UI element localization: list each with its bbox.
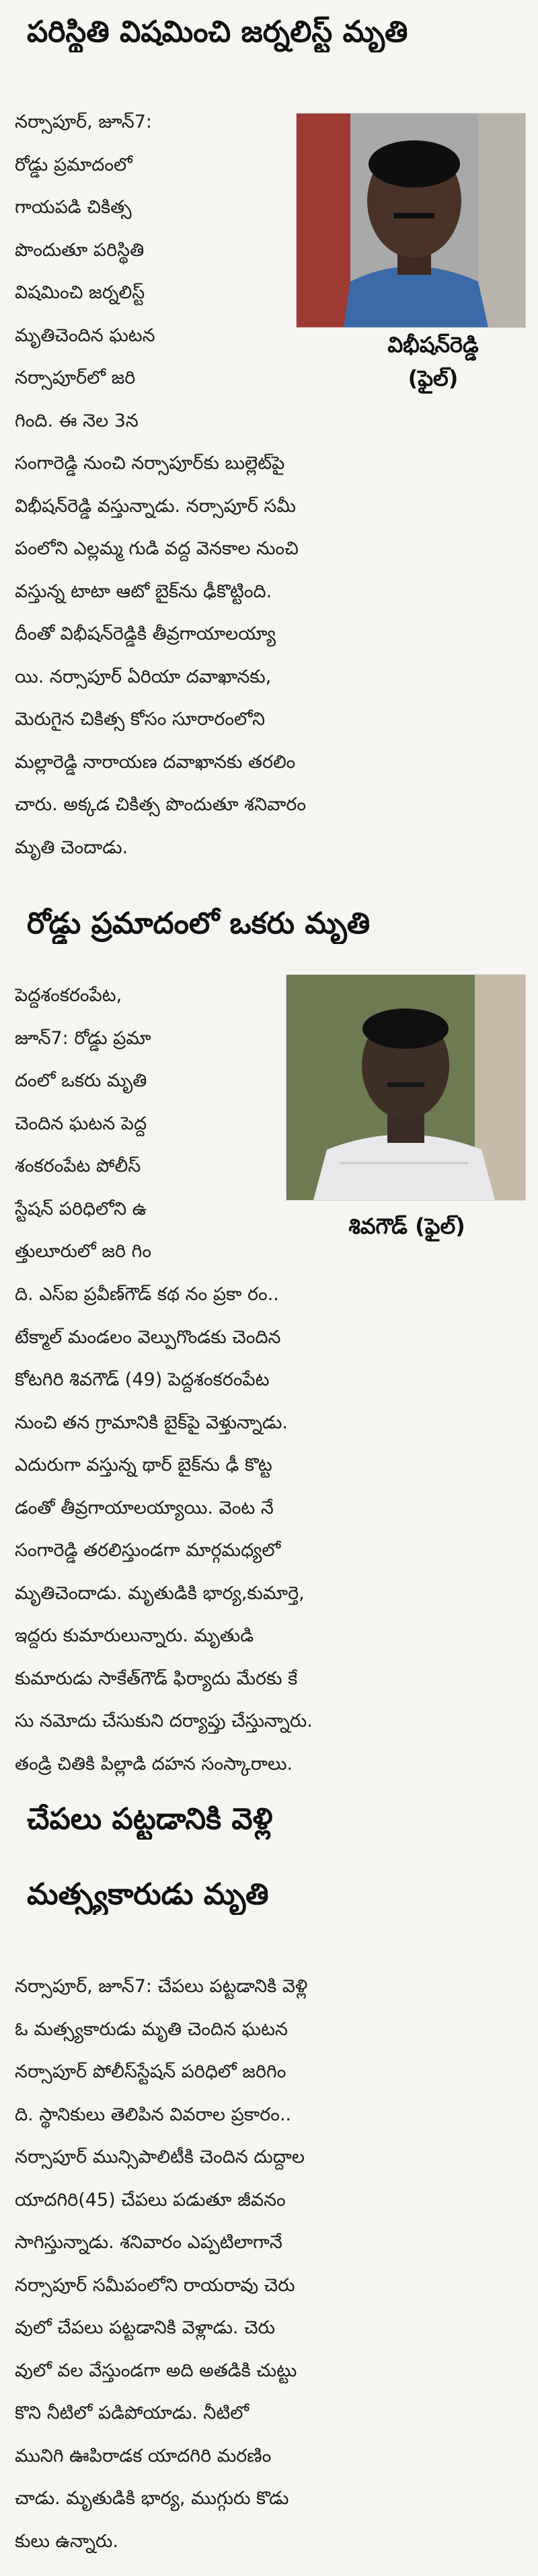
text-line: ఓ మత్స్యకారుడు మృతి చెందిన ఘటన <box>15 2018 288 2040</box>
caption-line: (ఫైల్) <box>408 366 459 391</box>
text-line: చాడు. మృతుడికి భార్య, ముగ్గురు కొడు <box>15 2488 289 2509</box>
text-line: చెందిన ఘటన పెద్ద <box>15 1113 147 1134</box>
text-line: మునిగి ఊపిరాడక యాదగిరి మరణిం <box>15 2445 272 2466</box>
text-line: కుమారుడు సాకేత్‌గౌడ్ ఫిర్యాదు మేరకు కే <box>15 1668 298 1689</box>
text-line: విషమించి జర్నలిస్ట్ <box>15 282 145 303</box>
text-line: దంలో ఒకరు మృతి <box>15 1070 147 1091</box>
article-3-body <box>15 1965 523 2563</box>
article-2-body-narrow <box>15 974 280 1273</box>
text-line: సంగారెడ్డి నుంచి నర్సాపూర్‌కు బుల్లెట్‌పై <box>15 453 285 474</box>
article-1-photo-caption <box>343 328 523 395</box>
text-line: చారు. అక్కడ చికిత్స పొందుతూ శనివారం <box>15 794 307 815</box>
text-line: సాగిస్తున్నాడు. శనివారం ఎప్పటిలాగానే <box>15 2232 282 2253</box>
article-1-body-narrow <box>15 101 284 442</box>
text-line: స్టేషన్ పరిధిలోని ఉ <box>15 1198 147 1219</box>
caption-line: శివగౌడ్ (ఫైల్) <box>348 1213 465 1239</box>
text-line: నర్సాపూర్, జూన్7: చేపలు పట్టడానికి వెళ్లి <box>15 1976 308 1997</box>
text-line: ఎదురుగా వస్తున్న థార్ బైక్‌ను ఢీ కొట్ట <box>15 1455 272 1475</box>
text-line: పెద్దశంకరంపేట, <box>15 985 122 1006</box>
article-3-headline-line-1: చేపలు పట్టడానికి వెళ్లి <box>27 1802 273 1836</box>
article-1-body-wide <box>15 442 523 869</box>
text-line: తండ్రి చితికి పిల్లాడి దహన సంస్కారాలు. <box>15 1753 293 1774</box>
article-1-photo <box>296 113 526 328</box>
text-line: గాయపడి చికిత్స <box>15 197 132 218</box>
text-line: కొని నీటిలో పడిపోయాడు. నీటిలో <box>15 2403 249 2423</box>
text-line: శంకరంపేట పోలీస్ <box>15 1156 141 1176</box>
article-2-headline: రోడ్డు ప్రమాదంలో ఒకరు మృతి <box>27 906 371 941</box>
text-line: టేక్మాల్ మండలం వెల్పుగొండకు చెందిన <box>15 1326 281 1348</box>
article-2-photo <box>286 974 526 1201</box>
text-line: ఇద్దరు కుమారులున్నారు. మృతుడి <box>15 1625 254 1646</box>
text-line: మృతి చెందాడు. <box>15 836 128 858</box>
text-line: మృతిచెందిన ఘటన <box>15 325 155 346</box>
article-1-headline: పరిస్థితి విషమించి జర్నలిస్ట్ మృతి <box>27 15 408 49</box>
text-line: ది. స్థానికులు తెలిపిన వివరాల ప్రకారం.. <box>15 2104 292 2125</box>
text-line: మల్లారెడ్డి నారాయణ దవాఖానకు తరలిం <box>15 751 296 773</box>
text-line: నర్సాపూర్‌లో జరి <box>15 368 136 388</box>
text-line: పొందుతూ పరిస్థితి <box>15 239 145 261</box>
text-line: సంగారెడ్డి తరలిస్తుండగా మార్గమధ్యలో <box>15 1540 281 1561</box>
text-line: జూన్7: రోడ్డు ప్రమా <box>15 1027 151 1049</box>
text-line: మృతిచెందాడు. మృతుడికి భార్య,కుమార్తె, <box>15 1582 305 1604</box>
article-2-body-wide <box>15 1273 523 1785</box>
caption-line: విభీషన్‌రెడ్డి <box>387 332 479 357</box>
text-line: కులు ఉన్నారు. <box>15 2530 118 2552</box>
text-line: కోటగిరి శివగౌడ్ (49) పెద్దశంకరంపేట <box>15 1369 270 1390</box>
text-line: విభీషన్‌రెడ్డి వస్తున్నాడు. నర్సాపూర్ సమీ <box>15 495 296 517</box>
text-line: వస్తున్న టాటా ఆటో బైక్‌ను ఢీకొట్టింది. <box>15 581 272 602</box>
text-line: పంలోని ఎల్లమ్మ గుడి వద్ద వెనకాల నుంచి <box>15 538 299 559</box>
text-line: రోడ్డు ప్రమాదంలో <box>15 154 132 175</box>
article-3-headline-line-2: మత్స్యకారుడు మృతి <box>27 1877 269 1912</box>
text-line: నర్సాపూర్ సమీపంలోని రాయరావు చెరు <box>15 2274 295 2296</box>
article-2-photo-caption <box>289 1209 525 1243</box>
text-line: నర్సాపూర్ పోలీస్‌స్టేషన్ పరిధిలో జరిగిం <box>15 2061 286 2082</box>
text-line: నుంచి తన గ్రామానికి బైక్‌పై వెళ్తున్నాడు. <box>15 1412 288 1433</box>
text-line: డంతో తీవ్రగాయాలయ్యాయి. వెంట నే <box>15 1497 274 1518</box>
text-line: వులో వల వేస్తుండగా అది అతడికి చుట్టు <box>15 2360 297 2381</box>
text-line: గింది. ఈ నెల 3న <box>15 410 139 431</box>
text-line: యి. నర్సాపూర్ ఏరియా దవాఖానకు, <box>15 666 272 687</box>
text-line: వులో చేపలు పట్టడానికి వెళ్లాడు. చెరు <box>15 2317 275 2338</box>
text-line: ది. ఎస్ఐ ప్రవీణ్‌గౌడ్ కథ నం ప్రకా రం.. <box>15 1284 279 1305</box>
text-line: నర్సాపూర్, జూన్7: <box>15 112 153 132</box>
text-line: నర్సాపూర్ మున్సిపాలిటీకి చెందిన దుద్దాల <box>15 2147 305 2167</box>
text-line: దీంతో విభీషన్‌రెడ్డికి తీవ్రగాయాలయ్యా <box>15 624 276 644</box>
text-line: మెరుగైన చికిత్స కోసం సూరారంలోని <box>15 709 266 730</box>
portrait-photo <box>297 114 525 327</box>
text-line: త్తులూరులో జరి గిం <box>15 1241 152 1262</box>
portrait-photo <box>286 975 525 1200</box>
text-line: సు నమోదు చేసుకుని దర్యాప్తు చేస్తున్నారు. <box>15 1711 313 1731</box>
text-line: యాదగిరి(45) చేపలు పడుతూ జీవనం <box>15 2189 286 2210</box>
